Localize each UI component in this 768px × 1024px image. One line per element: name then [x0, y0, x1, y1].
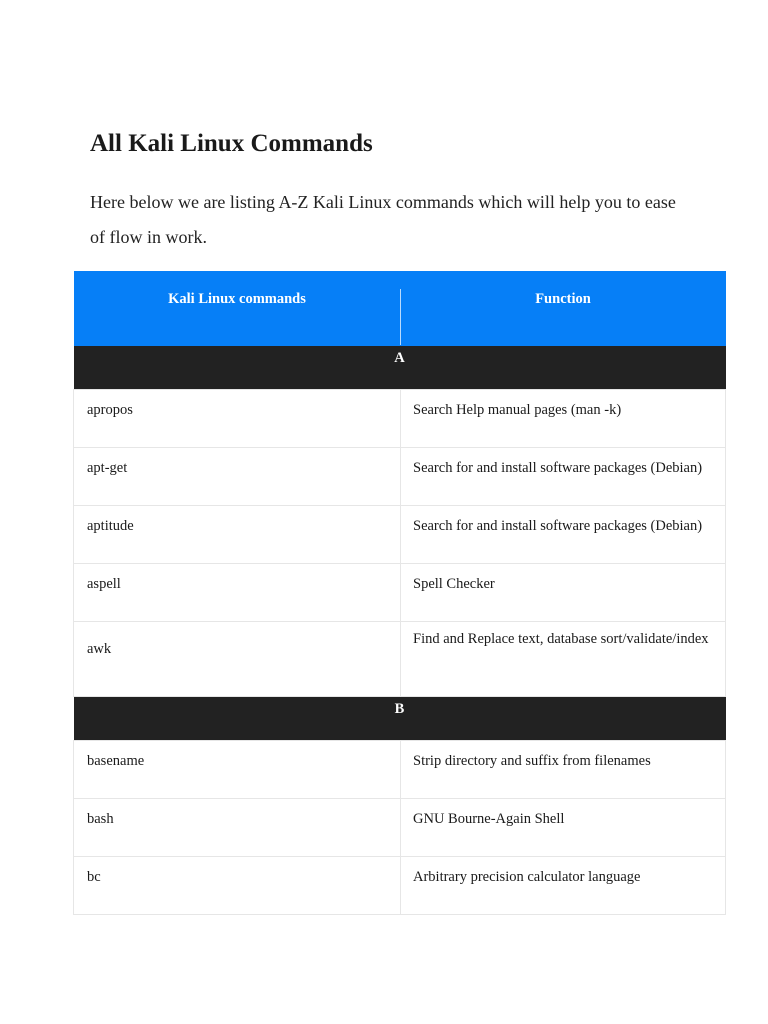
- command-function: Search for and install software packages (Debian): [413, 460, 703, 476]
- section-row-b: [74, 697, 726, 741]
- command-name: apropos: [87, 402, 133, 418]
- command-function: Find and Replace text, database sort/validate/index: [413, 631, 709, 647]
- function-cell: [401, 622, 726, 697]
- command-cell: [74, 857, 401, 915]
- command-cell: [74, 622, 401, 697]
- table-header-row: [74, 271, 726, 346]
- command-cell: [74, 741, 401, 799]
- command-function: GNU Bourne-Again Shell: [413, 811, 565, 827]
- function-cell: [401, 799, 726, 857]
- command-cell: [74, 564, 401, 622]
- command-function: Search Help manual pages (man -k): [413, 402, 622, 418]
- command-name: awk: [87, 641, 112, 657]
- command-cell: [74, 799, 401, 857]
- table-row: [74, 448, 726, 506]
- table-row: [74, 857, 726, 915]
- table-row: [74, 506, 726, 564]
- function-cell: [401, 506, 726, 564]
- column-header-command-label: Kali Linux commands: [168, 291, 306, 307]
- intro-paragraph: Here below we are listing A-Z Kali Linux commands which will help you to ease of flow in work.: [90, 192, 676, 247]
- section-letter-cell: [74, 697, 726, 741]
- command-name: aptitude: [87, 518, 134, 534]
- command-function: Strip directory and suffix from filenames: [413, 753, 651, 769]
- command-name: bc: [87, 869, 101, 885]
- function-cell: [401, 564, 726, 622]
- function-cell: [401, 448, 726, 506]
- column-header-function-label: Function: [535, 291, 591, 307]
- command-function: Spell Checker: [413, 576, 495, 592]
- section-letter-cell: [74, 346, 726, 390]
- column-header-function: [401, 271, 726, 346]
- command-cell: [74, 448, 401, 506]
- function-cell: [401, 741, 726, 799]
- page-title: All Kali Linux Commands: [90, 130, 373, 157]
- command-function: Arbitrary precision calculator language: [413, 869, 641, 885]
- section-letter: B: [394, 701, 405, 717]
- command-cell: [74, 390, 401, 448]
- command-name: basename: [87, 753, 145, 769]
- table-row: [74, 622, 726, 697]
- function-cell: [401, 857, 726, 915]
- command-cell: [74, 506, 401, 564]
- command-function: Search for and install software packages (Debian): [413, 518, 703, 534]
- command-name: apt-get: [87, 460, 128, 476]
- section-row-a: [74, 346, 726, 390]
- table-row: [74, 564, 726, 622]
- command-name: aspell: [87, 576, 121, 592]
- column-header-command: [74, 271, 401, 346]
- table-row: [74, 390, 726, 448]
- commands-table: [73, 271, 726, 915]
- section-letter: A: [394, 350, 405, 366]
- command-name: bash: [87, 811, 114, 827]
- function-cell: [401, 390, 726, 448]
- table-row: [74, 741, 726, 799]
- table-row: [74, 799, 726, 857]
